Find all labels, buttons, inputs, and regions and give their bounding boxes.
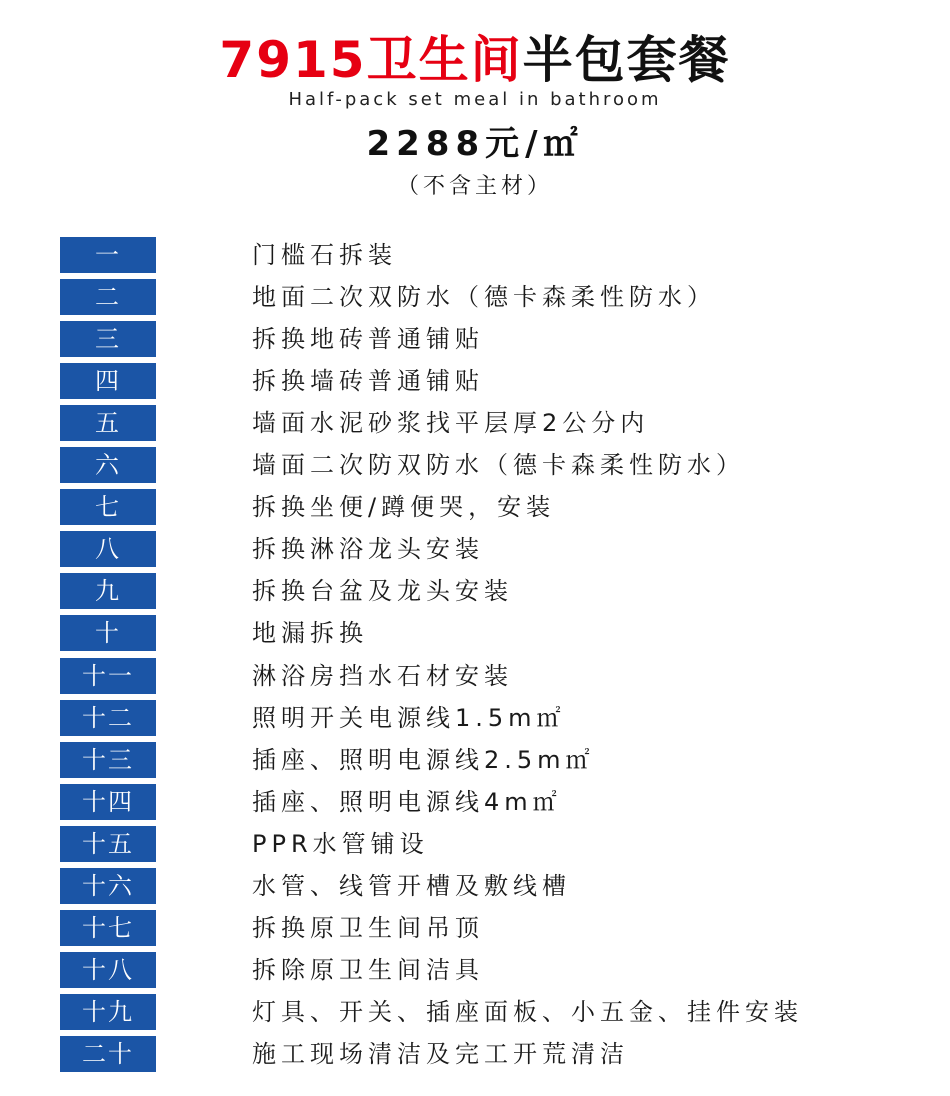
item-description: 灯具、开关、插座面板、小五金、挂件安装 bbox=[252, 998, 803, 1026]
item-description: 水管、线管开槽及敷线槽 bbox=[252, 872, 571, 900]
price-label: 2288元/㎡ bbox=[366, 124, 584, 164]
page-title-red: 7915卫生间 bbox=[219, 31, 523, 89]
item-number-badge: 八 bbox=[60, 531, 156, 567]
item-description: 照明开关电源线1.5m㎡ bbox=[252, 704, 566, 732]
item-number-badge: 十五 bbox=[60, 826, 156, 862]
list-item bbox=[60, 321, 920, 357]
item-description: 插座、照明电源线4m㎡ bbox=[252, 788, 562, 816]
item-description: 施工现场清洁及完工开荒清洁 bbox=[252, 1040, 629, 1068]
item-description: 墙面水泥砂浆找平层厚2公分内 bbox=[252, 409, 650, 437]
item-number-badge: 二十 bbox=[60, 1036, 156, 1072]
list-item bbox=[60, 700, 920, 736]
item-description: 拆换地砖普通铺贴 bbox=[252, 325, 484, 353]
item-description: 地漏拆换 bbox=[252, 619, 368, 647]
item-description: 拆换坐便/蹲便哭，安装 bbox=[252, 493, 556, 521]
item-description: 门槛石拆装 bbox=[252, 241, 397, 269]
item-number-badge: 十三 bbox=[60, 742, 156, 778]
list-item bbox=[60, 615, 920, 651]
item-description: 墙面二次防双防水（德卡森柔性防水） bbox=[252, 451, 745, 479]
list-item bbox=[60, 1036, 920, 1072]
list-item bbox=[60, 784, 920, 820]
item-number-badge: 十六 bbox=[60, 868, 156, 904]
item-number-badge: 五 bbox=[60, 405, 156, 441]
list-item bbox=[60, 994, 920, 1030]
item-description: 拆换淋浴龙头安装 bbox=[252, 535, 484, 563]
english-subtitle: Half-pack set meal in bathroom bbox=[288, 89, 662, 110]
list-item bbox=[60, 573, 920, 609]
item-number-badge: 七 bbox=[60, 489, 156, 525]
item-number-badge: 十二 bbox=[60, 700, 156, 736]
list-item bbox=[60, 447, 920, 483]
list-item bbox=[60, 279, 920, 315]
item-description: 地面二次双防水（德卡森柔性防水） bbox=[252, 283, 716, 311]
item-number-badge: 一 bbox=[60, 237, 156, 273]
list-item bbox=[60, 237, 920, 273]
item-description: PPR水管铺设 bbox=[252, 830, 429, 858]
item-number-badge: 十四 bbox=[60, 784, 156, 820]
list-item bbox=[60, 910, 920, 946]
item-description: 拆换墙砖普通铺贴 bbox=[252, 367, 484, 395]
item-number-badge: 二 bbox=[60, 279, 156, 315]
page-title-black: 半包套餐 bbox=[522, 31, 731, 89]
item-number-badge: 十九 bbox=[60, 994, 156, 1030]
item-number-badge: 六 bbox=[60, 447, 156, 483]
item-number-badge: 十七 bbox=[60, 910, 156, 946]
item-description: 拆换原卫生间吊顶 bbox=[252, 914, 484, 942]
page-title bbox=[0, 30, 950, 90]
item-number-badge: 十 bbox=[60, 615, 156, 651]
item-description: 拆换台盆及龙头安装 bbox=[252, 577, 513, 605]
item-number-badge: 四 bbox=[60, 363, 156, 399]
list-item bbox=[60, 658, 920, 694]
item-number-badge: 十一 bbox=[60, 658, 156, 694]
list-item bbox=[60, 868, 920, 904]
list-item bbox=[60, 531, 920, 567]
item-description: 插座、照明电源线2.5m㎡ bbox=[252, 746, 595, 774]
item-number-badge: 三 bbox=[60, 321, 156, 357]
item-number-badge: 九 bbox=[60, 573, 156, 609]
list-item bbox=[60, 489, 920, 525]
list-item bbox=[60, 742, 920, 778]
item-number-badge: 十八 bbox=[60, 952, 156, 988]
item-description: 拆除原卫生间洁具 bbox=[252, 956, 484, 984]
list-item bbox=[60, 952, 920, 988]
list-item bbox=[60, 363, 920, 399]
list-item bbox=[60, 405, 920, 441]
list-item bbox=[60, 826, 920, 862]
price-note: （不含主材） bbox=[396, 174, 553, 199]
item-description: 淋浴房挡水石材安装 bbox=[252, 662, 513, 690]
